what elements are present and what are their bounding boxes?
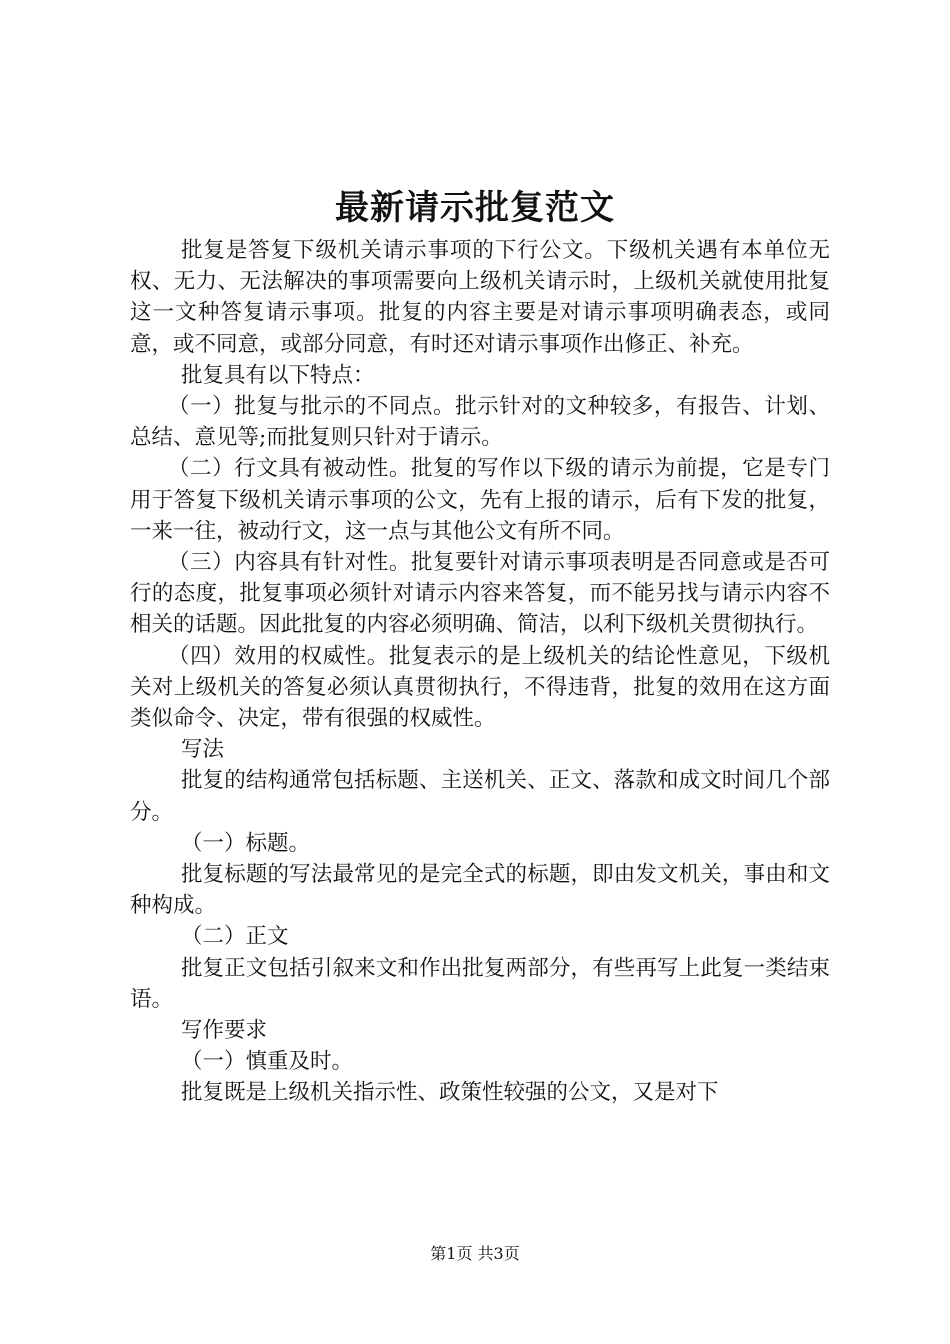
document-title: 最新请示批复范文 xyxy=(335,188,615,228)
paragraph: 批复标题的写法最常见的是完全式的标题，即由发文机关，事由和文种构成。 xyxy=(130,862,830,919)
paragraph: （三）内容具有针对性。批复要针对请示事项表明是否同意或是否可行的态度，批复事项必须针对请示内容来答复，而不能另找与请示内容不相关的话题。因此批复的内容必须明确、简洁，以利下级机关贯彻执行。 xyxy=(130,550,830,638)
paragraph: 批复是答复下级机关请示事项的下行公文。下级机关遇有本单位无权、无力、无法解决的事项需要向上级机关请示时，上级机关就使用批复这一文种答复请示事项。批复的内容主要是对请示事项明确表态，或同意，或不同意，或部分同意，有时还对请示事项作出修正、补充。 xyxy=(130,238,830,357)
page-footer: 第1页 共3页 xyxy=(430,1244,520,1263)
paragraph: （二）正文 xyxy=(181,924,289,950)
paragraph: （四）效用的权威性。批复表示的是上级机关的结论性意见，下级机关对上级机关的答复必须认真贯彻执行，不得违背，批复的效用在这方面类似命令、决定，带有很强的权威性。 xyxy=(130,643,830,732)
paragraph: 写法 xyxy=(181,737,225,763)
paragraph: 批复的结构通常包括标题、主送机关、正文、落款和成文时间几个部分。 xyxy=(130,768,830,825)
paragraph: 写作要求 xyxy=(181,1018,268,1044)
paragraph: （一）标题。 xyxy=(181,830,311,856)
paragraph: （一）批复与批示的不同点。批示针对的文种较多，有报告、计划、总结、意见等;而批复则只针对于请示。 xyxy=(130,394,830,451)
paragraph: 批复具有以下特点： xyxy=(181,362,375,388)
document-body xyxy=(130,235,830,1109)
paragraph: 批复既是上级机关指示性、政策性较强的公文，又是对下 xyxy=(181,1080,719,1106)
paragraph: （二）行文具有被动性。批复的写作以下级的请示为前提，它是专门用于答复下级机关请示事项的公文，先有上报的请示，后有下发的批复，一来一往，被动行文，这一点与其他公文有所不同。 xyxy=(130,456,830,544)
paragraph: 批复正文包括引叙来文和作出批复两部分，有些再写上此复一类结束语。 xyxy=(130,955,830,1012)
paragraph: （一）慎重及时。 xyxy=(181,1049,354,1075)
